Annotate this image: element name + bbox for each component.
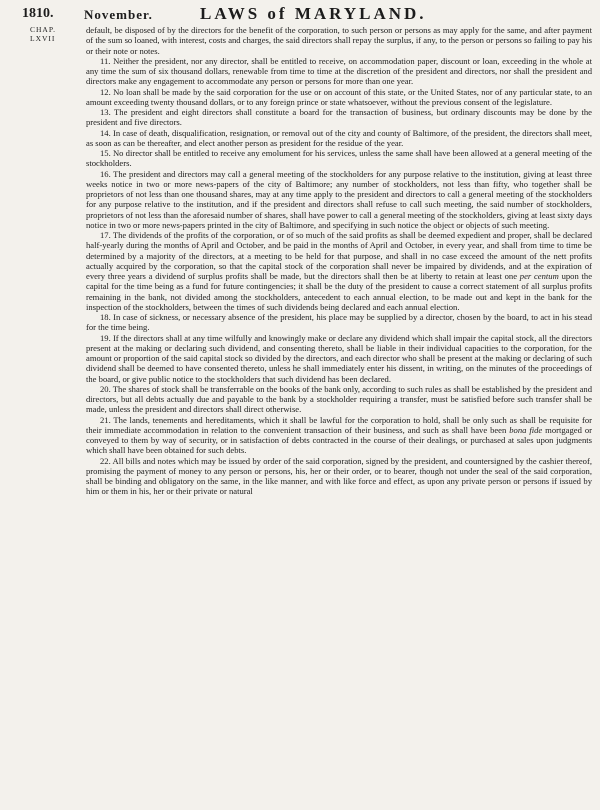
page-month: November. <box>84 7 153 22</box>
paragraph-19: 19. If the directors shall at any time wilfully and knowingly make or declare any dividend which shall impair the capital stock, all the directors present at the making or declaring such dividend, and consenting thereto, shall be liable in their individual capacities to the corporation, for the amount or proportion of the said capital stock so divided by the directors, and each director who shall be present at the making or declaring of such dividend shall be deemed to have consented thereto, unless he shall immediately enter his dissent, in writing, on the minutes of the proceedings of the board, or give public notice to the stockholders that such dividend has been declared. <box>86 332 592 384</box>
paragraph-17-part-1: 17. The dividends of the profits of the corporation, or of so much of the said profits as shall be deemed expedient and proper, shall be declared half-yearly during the months of April and October, and be paid in the months of April and October, in every year, and shall from time to time be determined by a majority of the directors, at a meeting to be held for that purpose, and shall in no case exceed the amount of the nett profits actually acquired by the corporation, so that the capital stock of the corporation shall never be impaired by dividends, and at the expiration of every three years a dividend of surplus profits shall be made, but the directors shall then be at liberty to retain at least one <box>86 230 592 281</box>
paragraph-13: 13. The president and eight directors shall constitute a board for the transaction of business, but ordinary discounts may be done by the president and five directors. <box>86 107 592 128</box>
paragraph-17-italic: per centum <box>519 271 559 281</box>
paragraph-17-part-2: upon the capital for the time being as a fund for future contingencies; it shall be the duty of the president to cause a correct statement of all surplus profits remaining in the bank, not divided among the stockholders, antecedent to each annual election, to be made out and kept in the bank for the inspection of the stockholders, between the times of such dividends being declared and each annual election. <box>86 271 593 312</box>
paragraph-15: 15. No director shall be entitled to receive any emolument for his services, unless the same shall have been allowed at a general meeting of the stockholders. <box>86 148 592 169</box>
page-title: LAWS of MARYLAND. <box>200 4 427 23</box>
page-year: 1810. <box>22 6 54 21</box>
margin-note <box>30 25 80 43</box>
paragraph-22: 22. All bills and notes which may be issued by order of the said corporation, signed by the president, and countersigned by the cashier thereof, promising the payment of money to any person or persons, his, her or their order, or to bearer, though not under the seal of the said corporation, shall be binding and obligatory on the same, in the like manner, and with like force and effect, as upon any private person or persons if issued by him or them in his, her or their private or natural <box>86 455 592 497</box>
paragraph-11: 11. Neither the president, nor any director, shall be entitled to receive, on accommodation paper, discount or loan, exceeding in the whole at any time the sum of six thousand dollars, renewable from time to time at the discretion of the president and directors, nor shall the president and directors make any engagement to accommodate any person or persons for more than one year. <box>86 55 592 87</box>
paragraph-21-part-1: 21. The lands, tenements and hereditaments, which it shall be lawful for the corporation to hold, shall be only such as shall be requisite for their immediate accommodation in relation to the convenient transaction of their business, and such as shall have been <box>86 414 592 435</box>
paragraph-12: 12. No loan shall be made by the said corporation for the use or on account of this state, or the United States, nor of any particular state, to an amount exceeding twenty thousand dollars, or to any foreign prince or state whatsoever, without the previous consent of the legislature. <box>86 86 592 107</box>
paragraph-17 <box>86 230 592 312</box>
paragraph-10-continued: default, be disposed of by the directors for the benefit of the corporation, to such person or persons as may apply for the same, and after payment of the sum so loaned, with interest, costs and charges, the said directors shall repay the surplus, if any, to the person or persons so failing to pay his or their note or notes. <box>86 25 592 56</box>
paragraph-21-italic: bona fide <box>509 424 543 435</box>
paragraph-18: 18. In case of sickness, or necessary absence of the president, his place may be supplied by a director, chosen by the board, to act in his stead for the time being. <box>86 312 592 333</box>
chapter-label: CHAP. <box>30 25 57 34</box>
body-text <box>86 25 592 497</box>
paragraph-20: 20. The shares of stock shall be transferrable on the books of the bank only, according to such rules as shall be established by the president and directors, but all debts actually due and payable to the bank by a stockholder requiring a transfer, must be satisfied before such transfer shall be made, unless the president and directors shall direct otherwise. <box>86 383 592 415</box>
chapter-number: LXVII <box>30 34 56 43</box>
paragraph-14: 14. In case of death, disqualification, resignation, or removal out of the city and county of Baltimore, of the president, the directors shall meet, as soon as can be thereafter, and elect another person as president for the residue of the year. <box>86 127 592 148</box>
paragraph-16: 16. The president and directors may call a general meeting of the stockholders for any purpose relative to the institution, giving at least three weeks notice in two or more news-papers of the city of Baltimore; any number of stockholders, not less than fifty, who together shall be proprietors of not less than one thousand shares, may at any time apply to the president and directors to call a general meeting of the stockholders for any purpose relative to the institution, and if the president and directors shall refuse to call such meeting, the said number of stockholders, proprietors of not less than the aforesaid number of shares, shall have power to call a general meeting of the stockholders, giving at least sixty days notice in two or more news-papers printed in the city of Baltimore, and specifying in such notice the object or objects of such meeting. <box>86 168 592 230</box>
paragraph-21 <box>86 415 592 456</box>
running-head <box>22 4 582 26</box>
paragraph-21-part-2: mortgaged or conveyed to them by way of security, or in satisfaction of debts contracted in the course of their dealings, or purchased at sales upon judgments which shall have been obtained for such debts. <box>86 424 592 456</box>
